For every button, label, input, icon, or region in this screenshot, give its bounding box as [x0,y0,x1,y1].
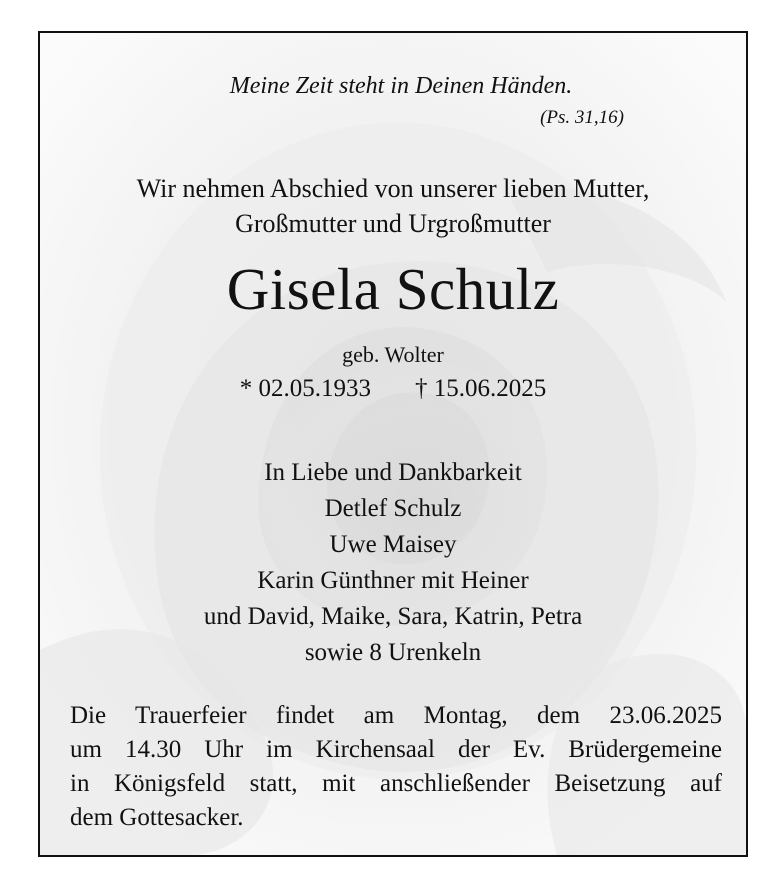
birth-name: geb. Wolter [342,342,444,367]
mourner-line: In Liebe und Dankbarkeit [264,459,522,486]
obituary-notice [38,31,748,857]
mourner-line: Uwe Maisey [329,531,457,558]
intro-line: Großmutter und Urgroßmutter [235,209,551,238]
mourner-line: sowie 8 Urenkeln [304,639,482,666]
mourner-line: Karin Günthner mit Heiner [257,567,529,594]
deceased-name: Gisela Schulz [226,256,560,322]
funeral-service-info [70,699,722,835]
mourner-line: Detlef Schulz [324,495,462,522]
life-dates [40,375,746,403]
mourner-line: und David, Maike, Sara, Katrin, Petra [203,603,583,630]
bible-quote: Meine Zeit steht in Deinen Händen. [229,73,573,99]
service-line: in Königsfeld statt, mit anschließender Beisetzung auf [70,770,722,797]
service-line: Die Trauerfeier findet am Montag, dem 23.06.2025 [70,702,722,729]
service-line: um 14.30 Uhr im Kirchensaal der Ev. Brüdergemeine [70,736,722,763]
notice-content [40,33,746,855]
service-line: dem Gottesacker. [70,804,244,831]
bible-reference: (Ps. 31,16) [540,107,624,128]
birth-date: * 02.05.1933 [239,375,371,402]
intro-line: Wir nehmen Abschied von unserer lieben Mutter, [136,174,650,203]
death-date: † 15.06.2025 [415,375,547,402]
